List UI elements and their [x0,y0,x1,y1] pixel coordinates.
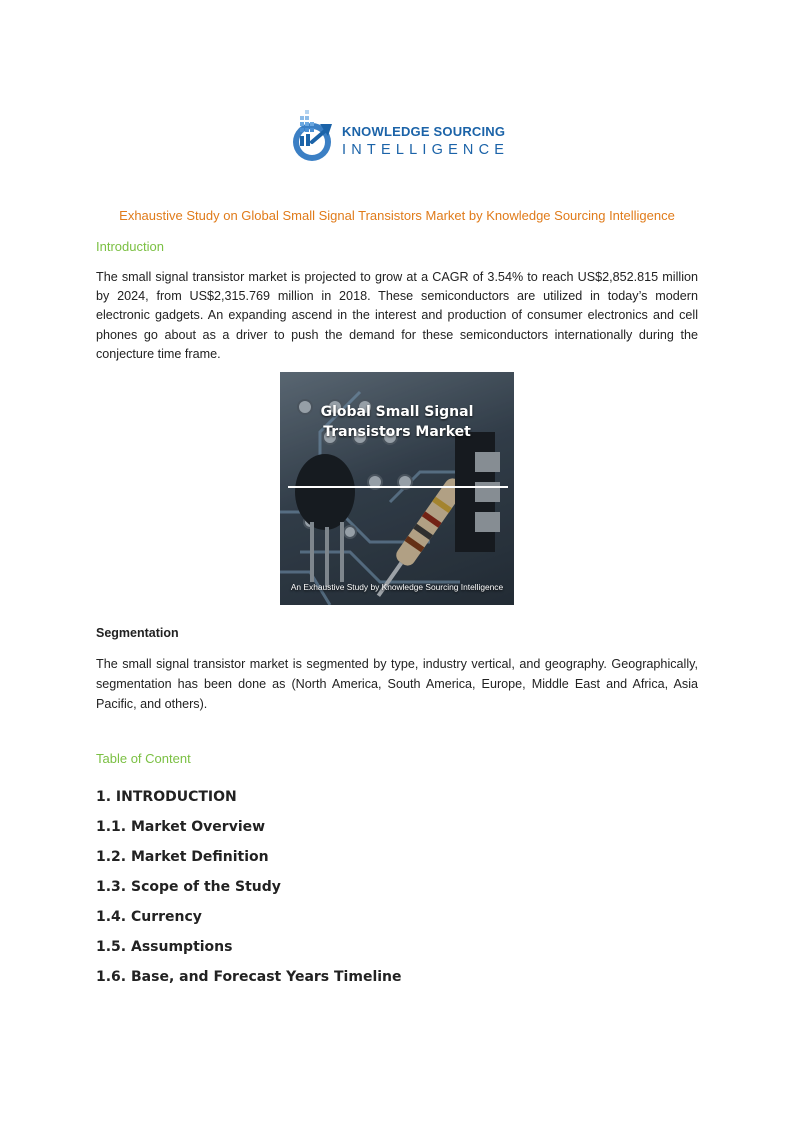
segmentation-heading: Segmentation [96,626,179,640]
market-cover-image [280,372,514,605]
introduction-paragraph: The small signal transistor market is projected to grow at a CAGR of 3.54% to reach US$2,852.815 million by 2024, from US$2,315.769 million in 2018. These semiconductors are utilized in today’s modern electronic gadgets. An expanding ascend in the interest and production of consumer electronics and cell phones go about as a driver to push the demand for these semiconductors internationally during the conjecture time frame. [96,270,698,361]
toc-item: 1. INTRODUCTION [96,789,237,805]
toc-item: 1.5. Assumptions [96,939,233,955]
toc-item: 1.6. Base, and Forecast Years Timeline [96,969,402,985]
cover-divider [288,486,508,488]
company-logo [290,104,510,166]
toc-item: 1.4. Currency [96,909,202,925]
segmentation-paragraph: The small signal transistor market is segmented by type, industry vertical, and geography. Geographically, segmentation has been done as (North America, South America, Europe, Middle East and Africa, Asia Pacific, and others). [96,657,698,711]
introduction-heading: Introduction [96,239,164,254]
logo-text-line1: KNOWLEDGE SOURCING [342,124,506,139]
toc-item: 1.1. Market Overview [96,819,266,835]
document-title: Exhaustive Study on Global Small Signal Transistors Market by Knowledge Sourcing Intelligence [119,208,675,223]
logo-text-line2: INTELLIGENCE [342,142,510,158]
toc-item: 1.2. Market Definition [96,849,269,865]
toc-item: 1.3. Scope of the Study [96,879,281,895]
cover-title: Global Small Signal Transistors Market [320,404,474,440]
toc-heading: Table of Content [96,751,191,766]
cover-caption: An Exhaustive Study by Knowledge Sourcing Intelligence [290,582,504,592]
logo-mark-icon [290,104,340,166]
